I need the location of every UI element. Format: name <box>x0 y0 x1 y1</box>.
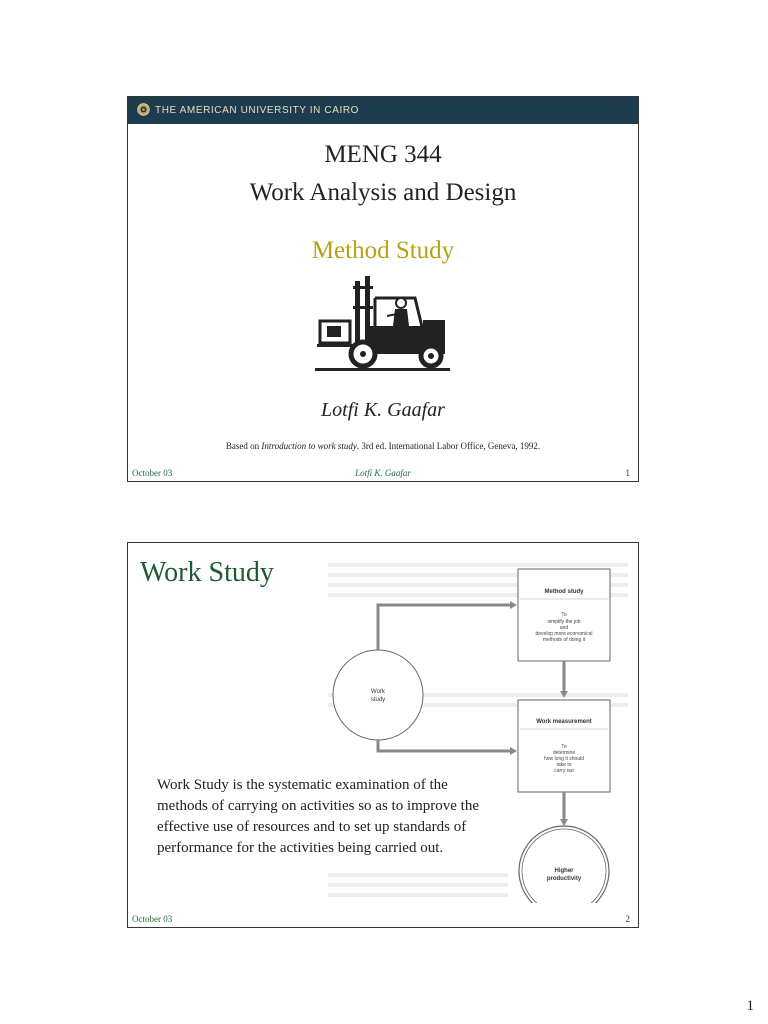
university-seal-icon <box>137 103 150 116</box>
work-measurement-line: take to <box>556 762 572 768</box>
work-measurement-line: how long it should <box>543 756 585 762</box>
method-study-line: simplify the job <box>547 619 581 625</box>
work-measurement-title: Work measurement <box>536 719 592 725</box>
work-measurement-line: carry out <box>554 768 574 774</box>
footer-date: October 03 <box>132 914 173 924</box>
footer-author: Lotfi K. Gaafar <box>355 468 411 478</box>
slide-2 <box>127 542 639 928</box>
footer-date: October 03 <box>132 468 173 478</box>
course-title: Work Analysis and Design <box>249 179 517 206</box>
book-title: Introduction to work study <box>261 441 357 451</box>
slide-1 <box>127 96 639 482</box>
higher-productivity-circle <box>519 826 609 903</box>
arrow-to-work-measurement <box>378 740 510 751</box>
method-study-line: and <box>559 625 569 631</box>
slide-subtitle: Method Study <box>311 237 455 264</box>
source-credit: Based on Introduction to work study. 3rd ed. International Labor Office, Geneva, 1992. <box>225 441 541 451</box>
method-study-line: develop more economical <box>535 631 593 637</box>
slide-title: Work Study <box>140 557 274 588</box>
page-number: 1 <box>746 998 754 1014</box>
method-study-line: methods of doing it <box>542 637 586 643</box>
result-label-2: productivity <box>546 876 582 882</box>
author-name: Lotfi K. Gaafar <box>321 399 445 421</box>
method-study-title: Method study <box>544 589 584 595</box>
circle-label-2: study <box>370 697 386 703</box>
work-measurement-line: determine <box>552 750 576 756</box>
course-code: MENG 344 <box>324 141 442 168</box>
work-study-circle <box>333 650 423 740</box>
banner-text: THE AMERICAN UNIVERSITY IN CAIRO <box>155 105 360 116</box>
slide-number: 2 <box>625 914 630 924</box>
forklift-clipart <box>315 276 450 373</box>
university-banner <box>128 97 638 124</box>
arrow-to-method-study <box>378 605 510 650</box>
work-measurement-line: To <box>561 744 567 750</box>
slide-number: 1 <box>625 468 630 478</box>
result-label-1: Higher <box>554 868 574 874</box>
circle-label-1: Work <box>371 689 385 695</box>
work-study-definition: Work Study is the systematic examination of the methods of carrying on activities so as to improve the effective use of resources and to set up standards of performance for the activities being carried out. <box>157 777 480 856</box>
method-study-line: To <box>561 612 567 618</box>
